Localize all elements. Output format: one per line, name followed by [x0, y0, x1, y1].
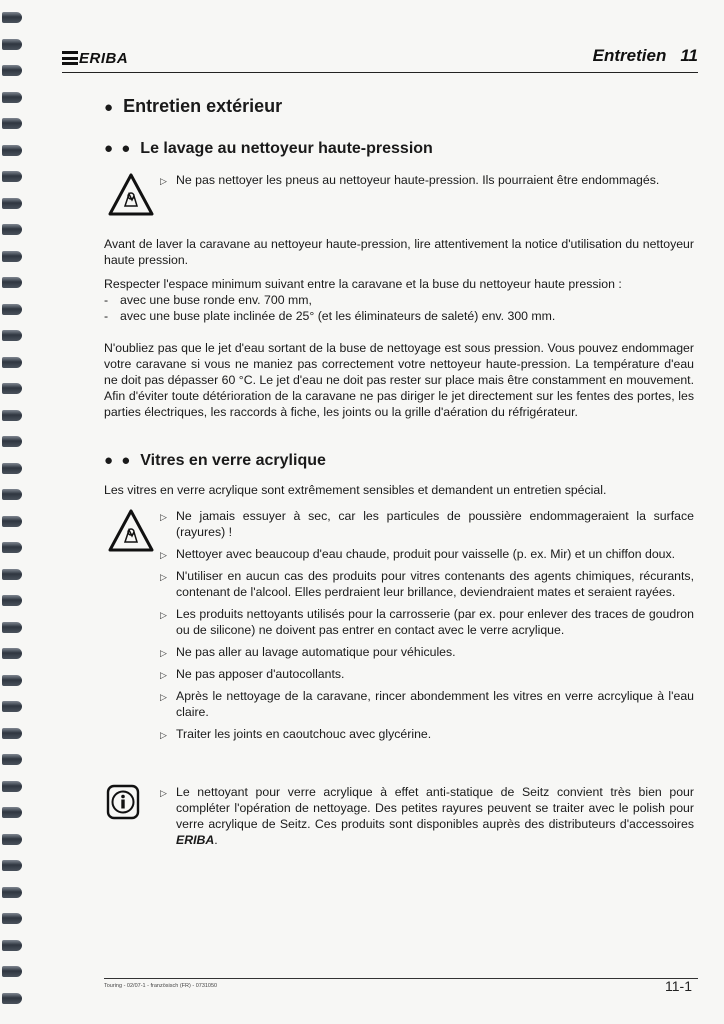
- eriba-logo: [62, 48, 128, 68]
- warning-list-1: [160, 172, 694, 194]
- header-rule: [62, 72, 698, 73]
- spiral-ring: [2, 754, 22, 765]
- paragraph-intro: Respecter l'espace minimum suivant entre la caravane et la buse du nettoyeur haute pression :: [104, 277, 622, 291]
- info-end: .: [214, 833, 218, 847]
- spiral-ring: [2, 569, 22, 580]
- acrylic-instructions-list: [160, 508, 694, 748]
- list-item: [160, 666, 694, 682]
- brand-name: ERIBA: [79, 49, 129, 67]
- list-item-text: Ne jamais essuyer à sec, car les particules de poussière endommageraient la surface (rayures) !: [176, 509, 694, 539]
- spiral-ring: [2, 357, 22, 368]
- double-bullet-icon: ● ●: [104, 140, 133, 157]
- triangle-right-icon: ▷: [160, 550, 167, 560]
- spiral-ring: [2, 966, 22, 977]
- triangle-right-icon: ▷: [160, 788, 167, 798]
- heading-text: Le lavage au nettoyeur haute-pression: [140, 140, 433, 157]
- heading-exterior-maintenance: [104, 96, 282, 117]
- info-icon: [106, 784, 140, 820]
- paragraph: Avant de laver la caravane au nettoyeur haute-pression, lire attentivement la notice d'utilisation du nettoyeur haute pression.: [104, 237, 694, 267]
- paragraph: Les vitres en verre acrylique sont extrêmement sensibles et demandent un entretien spécial.: [104, 483, 607, 497]
- info-brand: ERIBA: [176, 833, 215, 847]
- triangle-right-icon: ▷: [160, 176, 167, 186]
- triangle-right-icon: ▷: [160, 670, 167, 680]
- spiral-binding: [0, 0, 22, 1024]
- spiral-ring: [2, 463, 22, 474]
- spiral-ring: [2, 781, 22, 792]
- list-item: [160, 688, 694, 720]
- list-item: [160, 606, 694, 638]
- spiral-ring: [2, 913, 22, 924]
- list-item-text: Ne pas aller au lavage automatique pour véhicules.: [176, 645, 456, 659]
- info-list: [160, 784, 694, 854]
- spiral-ring: [2, 12, 22, 23]
- list-item: [160, 568, 694, 600]
- spiral-ring: [2, 145, 22, 156]
- footer-rule: [104, 978, 698, 979]
- spiral-ring: [2, 993, 22, 1004]
- spiral-ring: [2, 940, 22, 951]
- spiral-ring: [2, 224, 22, 235]
- triangle-right-icon: ▷: [160, 610, 167, 620]
- double-bullet-icon: ● ●: [104, 452, 133, 469]
- triangle-right-icon: ▷: [160, 648, 167, 658]
- heading-text: Entretien extérieur: [123, 96, 283, 116]
- triangle-right-icon: ▷: [160, 730, 167, 740]
- spiral-ring: [2, 516, 22, 527]
- list-item-text: Nettoyer avec beaucoup d'eau chaude, produit pour vaisselle (p. ex. Mir) et un chiffon doux.: [176, 547, 676, 561]
- list-item-text: Ne pas nettoyer les pneus au nettoyeur haute-pression. Ils pourraient être endommagés.: [176, 173, 660, 187]
- list-item: [160, 644, 694, 660]
- spiral-ring: [2, 542, 22, 553]
- spiral-ring: [2, 92, 22, 103]
- list-item: - avec une buse ronde env. 700 mm,: [104, 293, 312, 307]
- section-name: Entretien: [592, 46, 667, 65]
- spiral-ring: [2, 198, 22, 209]
- spiral-ring: [2, 304, 22, 315]
- paragraph: N'oubliez pas que le jet d'eau sortant de la buse de nettoyage est sous pression. Vous pouvez endommager votre caravane si vous ne maniez pas correctement votre nettoyeur haute-pression. La température d'eau ne doit pas dépasser 60 °C. Le jet d'eau ne doit pas rester sur place mais être constamment en mouvement. Afin d'éviter toute détérioration de la caravane ne pas diriger le jet directement sur les fentes des portes, les parties électriques, les raccords à fiche, les joints ou la grille d'aération du réfrigérateur.: [104, 341, 694, 419]
- section-number: 11: [680, 46, 698, 65]
- page-number: 11-1: [665, 978, 692, 994]
- spiral-ring: [2, 648, 22, 659]
- spiral-ring: [2, 436, 22, 447]
- list-item-text: Traiter les joints en caoutchouc avec glycérine.: [176, 727, 432, 741]
- info-text: Le nettoyant pour verre acrylique à effet anti-statique de Seitz convient très bien pour compléter l'opération de nettoyage. Des petites rayures peuvent se traiter avec le polish pour verre acrylique de Seitz. Ces produits sont disponibles auprès des distributeurs d'accessoires: [176, 785, 694, 831]
- list-item: - avec une buse plate inclinée de 25° (et les éliminateurs de saleté) env. 300 mm.: [104, 309, 556, 323]
- spiral-ring: [2, 834, 22, 845]
- spiral-ring: [2, 277, 22, 288]
- spiral-ring: [2, 887, 22, 898]
- list-item-text: N'utiliser en aucun cas des produits pour vitres contenants des agents chimiques, récurants, contenant de l'alcool. Elles perdraient leur brillance, deviendraient mates et seraient rayées.: [176, 569, 694, 599]
- spiral-ring: [2, 410, 22, 421]
- spiral-ring: [2, 39, 22, 50]
- list-item: [160, 784, 694, 848]
- spiral-ring: [2, 860, 22, 871]
- spiral-ring: [2, 330, 22, 341]
- list-item: [160, 508, 694, 540]
- list-item-text: Les produits nettoyants utilisés pour la carrosserie (par ex. pour enlever des traces de goudron ou de silicone) ne doivent pas entrer en contact avec le verre acrylique.: [176, 607, 694, 637]
- list-item: [160, 546, 694, 562]
- list-item-text: avec une buse plate inclinée de 25° (et les éliminateurs de saleté) env. 300 mm.: [120, 309, 556, 323]
- spiral-ring: [2, 118, 22, 129]
- spiral-ring: [2, 595, 22, 606]
- warning-triangle-icon: [108, 172, 154, 218]
- bullet-icon: ●: [104, 99, 116, 116]
- spiral-ring: [2, 728, 22, 739]
- list-item: [160, 726, 694, 742]
- triangle-right-icon: ▷: [160, 512, 167, 522]
- spiral-ring: [2, 251, 22, 262]
- list-item: [160, 172, 694, 188]
- heading-text: Vitres en verre acrylique: [140, 452, 326, 469]
- spiral-ring: [2, 807, 22, 818]
- spiral-ring: [2, 171, 22, 182]
- triangle-right-icon: ▷: [160, 692, 167, 702]
- spiral-ring: [2, 622, 22, 633]
- warning-triangle-icon: [108, 508, 154, 554]
- spiral-ring: [2, 701, 22, 712]
- spiral-ring: [2, 383, 22, 394]
- spiral-ring: [2, 65, 22, 76]
- page-header: [62, 46, 698, 76]
- heading-acrylic-windows: [104, 452, 326, 470]
- spiral-ring: [2, 675, 22, 686]
- list-item-text: Après le nettoyage de la caravane, rincer abondemment les vitres en verre acrcylique à l'eau claire.: [176, 689, 694, 719]
- list-item-text: Ne pas apposer d'autocollants.: [176, 667, 345, 681]
- triangle-right-icon: ▷: [160, 572, 167, 582]
- page-footer: [104, 978, 698, 1008]
- list-item-text: avec une buse ronde env. 700 mm,: [120, 293, 312, 307]
- footer-reference: Touring - 02/07-1 - französisch (FR) - 0731050: [104, 983, 218, 989]
- paragraph-distance: [104, 276, 694, 324]
- section-title: [593, 46, 698, 66]
- spiral-ring: [2, 489, 22, 500]
- heading-pressure-washer: [104, 140, 433, 158]
